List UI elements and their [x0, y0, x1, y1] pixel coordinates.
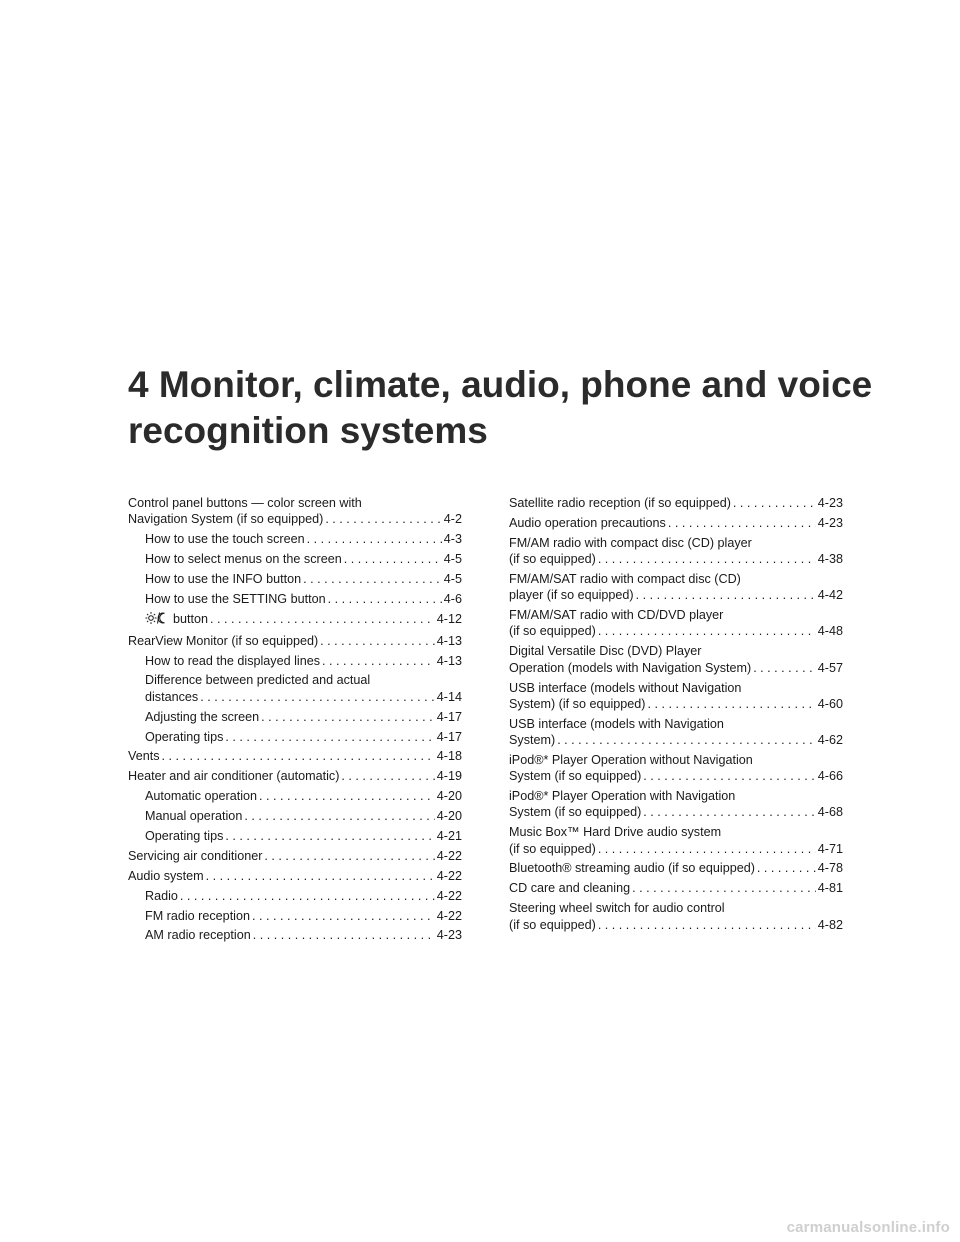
toc-page-number: 4-22 [436, 868, 462, 883]
toc-page-number: 4-3 [443, 532, 462, 547]
toc-entry[interactable] [128, 888, 462, 904]
toc-entry-text: Audio system [128, 868, 204, 883]
dot-leader [757, 860, 816, 876]
toc-entry-text: FM radio reception [145, 908, 250, 923]
toc-page-number: 4-20 [436, 789, 462, 804]
toc-entry-text: Navigation System (if so equipped) [128, 512, 324, 527]
toc-entry-label [145, 908, 250, 924]
toc-entry[interactable] [128, 653, 462, 669]
toc-page-number: 4-13 [436, 633, 462, 648]
toc-entry[interactable] [128, 591, 462, 607]
toc-entry-label [145, 591, 326, 607]
dot-leader [341, 768, 434, 784]
toc-entry-text: Manual operation [145, 809, 243, 824]
toc-entry[interactable] [128, 848, 462, 864]
dot-leader [344, 551, 442, 567]
dot-leader [598, 917, 816, 933]
toc-page-number: 4-5 [443, 552, 462, 567]
dot-leader [200, 689, 435, 705]
toc-entry-line: USB interface (models with Navigation [509, 716, 724, 731]
toc-entry[interactable] [128, 729, 462, 745]
toc-entry-label [509, 732, 555, 748]
toc-entry-text: Automatic operation [145, 789, 258, 804]
toc-page-number: 4-21 [436, 828, 462, 843]
toc-page-number: 4-18 [436, 749, 462, 764]
toc-entry[interactable] [128, 748, 462, 764]
dot-leader [598, 623, 816, 639]
toc-entry-label [509, 696, 646, 712]
toc-entry[interactable] [509, 643, 843, 676]
toc-entry[interactable] [128, 571, 462, 587]
dot-leader [264, 848, 434, 864]
toc-entry[interactable] [128, 908, 462, 924]
toc-entry[interactable] [509, 752, 843, 785]
dot-leader [648, 696, 816, 712]
toc-entry-label [145, 788, 257, 804]
toc-entry-text: RearView Monitor (if so equipped) [128, 633, 319, 648]
toc-entry-label [145, 828, 223, 844]
toc-entry-text: Operating tips [145, 828, 224, 843]
toc-page-number: 4-12 [436, 611, 462, 626]
toc-entry-text: (if so equipped) [509, 841, 596, 856]
toc-entry-label [145, 551, 342, 567]
toc-page-number: 4-22 [436, 908, 462, 923]
toc-entry[interactable] [509, 495, 843, 511]
toc-page-number: 4-78 [817, 861, 843, 876]
toc-entry-text: System (if so equipped) [509, 769, 642, 784]
toc-page-number: 4-48 [817, 624, 843, 639]
toc-entry[interactable] [509, 900, 843, 933]
toc-entry-label [509, 660, 751, 676]
toc-entry-label [509, 515, 666, 531]
toc-entry-text: CD care and cleaning [509, 881, 631, 896]
toc-entry[interactable] [509, 860, 843, 876]
toc-entry[interactable] [509, 716, 843, 749]
toc-entry-label [509, 495, 731, 511]
toc-entry-line: Steering wheel switch for audio control [509, 901, 725, 916]
toc-entry-line: FM/AM/SAT radio with compact disc (CD) [509, 571, 741, 586]
chapter-title-line-1: 4 Monitor, climate, audio, phone and voice [128, 364, 873, 405]
dot-leader [328, 591, 442, 607]
toc-page-number: 4-42 [817, 588, 843, 603]
toc-entry-line: iPod®* Player Operation without Navigation [509, 752, 753, 767]
toc-entry-line: USB interface (models without Navigation [509, 680, 742, 695]
toc-entry-label [509, 917, 596, 933]
toc-entry[interactable] [509, 788, 843, 821]
toc-entry-label [145, 571, 301, 587]
toc-left-column [128, 495, 462, 947]
dot-leader [303, 571, 442, 587]
dot-leader [206, 868, 435, 884]
dot-leader [325, 511, 441, 527]
dot-leader [180, 888, 435, 904]
dot-leader [632, 880, 816, 896]
toc-page-number: 4-60 [817, 696, 843, 711]
toc-entry-text: (if so equipped) [509, 917, 596, 932]
dot-leader [253, 927, 435, 943]
toc-entry-text: distances [145, 689, 199, 704]
toc-entry[interactable] [128, 828, 462, 844]
toc-entry-line: iPod®* Player Operation with Navigation [509, 789, 736, 804]
toc-entry-label [145, 888, 178, 904]
toc-page-number: 4-14 [436, 689, 462, 704]
toc-page-number: 4-6 [443, 591, 462, 606]
dot-leader [733, 495, 816, 511]
toc-entry[interactable] [128, 808, 462, 824]
toc-page-number: 4-23 [817, 496, 843, 510]
dot-leader [244, 808, 434, 824]
toc-page-number: 4-81 [817, 881, 843, 896]
toc-entry-text: (if so equipped) [509, 624, 596, 639]
toc-page-number: 4-17 [436, 729, 462, 744]
toc-entry-line: Control panel buttons — color screen with [128, 496, 362, 510]
toc-page-number: 4-23 [436, 928, 462, 943]
toc-entry-label [145, 611, 208, 629]
toc-entry-label [509, 551, 596, 567]
toc-entry[interactable] [509, 607, 843, 640]
toc-entry[interactable] [128, 611, 462, 629]
toc-entry[interactable] [509, 535, 843, 568]
toc-page-number: 4-57 [817, 660, 843, 675]
toc-entry-label [145, 808, 242, 824]
toc-entry[interactable] [509, 880, 843, 896]
toc-entry-label [509, 587, 634, 603]
toc-entry-text: Satellite radio reception (if so equipped) [509, 496, 731, 510]
toc-entry-text: button [173, 611, 209, 626]
toc-entry[interactable] [128, 768, 462, 784]
toc-entry-label [509, 804, 641, 820]
dot-leader [261, 709, 435, 725]
toc-entry-label [145, 653, 320, 669]
toc-page-number: 4-22 [436, 848, 462, 863]
toc-entry-text: How to read the displayed lines [145, 653, 321, 668]
toc-entry-text: System) (if so equipped) [509, 696, 646, 711]
toc-entry[interactable] [128, 551, 462, 567]
dot-leader [643, 804, 815, 820]
toc-entry-label [509, 768, 641, 784]
toc-entry-text: How to select menus on the screen [145, 552, 342, 567]
toc-entry-text: System (if so equipped) [509, 805, 642, 820]
dot-leader [320, 633, 435, 649]
toc-entry-label [128, 848, 262, 864]
toc-entry[interactable] [128, 672, 462, 705]
dot-leader [598, 841, 816, 857]
toc-entry-text: Operating tips [145, 729, 224, 744]
toc-entry-label [145, 689, 198, 705]
toc-entry-label [128, 768, 339, 784]
toc-page-number: 4-38 [817, 552, 843, 567]
toc-entry[interactable] [509, 824, 843, 857]
toc-entry-text: Servicing air conditioner [128, 848, 263, 863]
toc-entry-label [509, 880, 630, 896]
toc-entry-line: Difference between predicted and actual [145, 673, 371, 688]
dot-leader [557, 732, 816, 748]
toc-entry-label [128, 868, 204, 884]
dot-leader [210, 611, 435, 627]
toc-entry-label [145, 709, 259, 725]
toc-entry-label [128, 748, 160, 764]
toc-entry[interactable] [128, 868, 462, 884]
chapter-title-line-2: recognition systems [128, 410, 488, 451]
toc-entry[interactable] [509, 515, 843, 531]
toc-page-number: 4-17 [436, 709, 462, 724]
dot-leader [259, 788, 435, 804]
toc-page-number: 4-68 [817, 805, 843, 820]
watermark: carmanualsonline.info [786, 1219, 950, 1236]
toc-entry[interactable] [128, 709, 462, 725]
toc-entry-text: (if so equipped) [509, 552, 596, 567]
toc-page-number: 4-20 [436, 809, 462, 824]
dot-leader [162, 748, 435, 764]
dot-leader [322, 653, 435, 669]
toc-entry-line: Music Box™ Hard Drive audio system [509, 825, 722, 840]
dot-leader [598, 551, 816, 567]
toc-entry-text: Operation (models with Navigation System) [509, 660, 752, 675]
toc-entry-text: How to use the INFO button [145, 571, 302, 586]
toc-page-number: 4-82 [817, 917, 843, 932]
toc-page-number: 4-66 [817, 769, 843, 784]
toc-entry-label [128, 511, 323, 527]
toc-entry-label [509, 623, 596, 639]
toc-page-number: 4-5 [443, 571, 462, 586]
toc-entry[interactable] [128, 531, 462, 547]
dot-leader [668, 515, 816, 531]
toc-entry-label [145, 927, 251, 943]
toc-entry-label [145, 531, 305, 547]
toc-entry-text: Radio [145, 888, 178, 903]
toc-entry-line: FM/AM radio with compact disc (CD) player [509, 535, 752, 550]
toc-entry-text: AM radio reception [145, 928, 251, 943]
toc-page-number: 4-22 [436, 888, 462, 903]
toc-entry[interactable] [509, 680, 843, 713]
toc-page-number: 4-2 [443, 512, 462, 527]
toc-entry-label [128, 633, 318, 649]
toc-page-number: 4-62 [817, 733, 843, 748]
dot-leader [252, 908, 435, 924]
toc-page-number: 4-23 [817, 515, 843, 530]
dot-leader [643, 768, 815, 784]
toc-entry-label [509, 841, 596, 857]
toc-entry-line: Digital Versatile Disc (DVD) Player [509, 644, 702, 659]
toc-entry[interactable] [128, 633, 462, 649]
toc-right-column [509, 495, 843, 936]
dot-leader [307, 531, 442, 547]
toc-entry-text: Adjusting the screen [145, 709, 260, 724]
toc-entry-label [509, 860, 755, 876]
dot-leader [753, 660, 816, 676]
toc-entry-text: Vents [128, 749, 160, 764]
dot-leader [225, 729, 434, 745]
toc-entry-text: How to use the SETTING button [145, 591, 326, 606]
toc-entry[interactable] [128, 788, 462, 804]
chapter-title [128, 362, 928, 454]
toc-entry-label [145, 729, 223, 745]
dot-leader [636, 587, 816, 603]
toc-entry-line: FM/AM/SAT radio with CD/DVD player [509, 608, 724, 623]
toc-page-number: 4-19 [436, 769, 462, 784]
toc-page-number: 4-13 [436, 653, 462, 668]
toc-entry-text: How to use the touch screen [145, 532, 305, 547]
toc-entry[interactable] [509, 571, 843, 604]
dot-leader [225, 828, 434, 844]
toc-page-number: 4-71 [817, 841, 843, 856]
toc-entry-text: Audio operation precautions [509, 515, 666, 530]
toc-entry[interactable] [128, 927, 462, 943]
toc-entry-text: Heater and air conditioner (automatic) [128, 769, 340, 784]
toc-entry-text: Bluetooth® streaming audio (if so equipped) [509, 861, 755, 876]
toc-entry-text: player (if so equipped) [509, 588, 634, 603]
toc-entry[interactable] [128, 495, 462, 528]
toc-entry-text: System) [509, 733, 556, 748]
brightness-icon [145, 611, 169, 629]
